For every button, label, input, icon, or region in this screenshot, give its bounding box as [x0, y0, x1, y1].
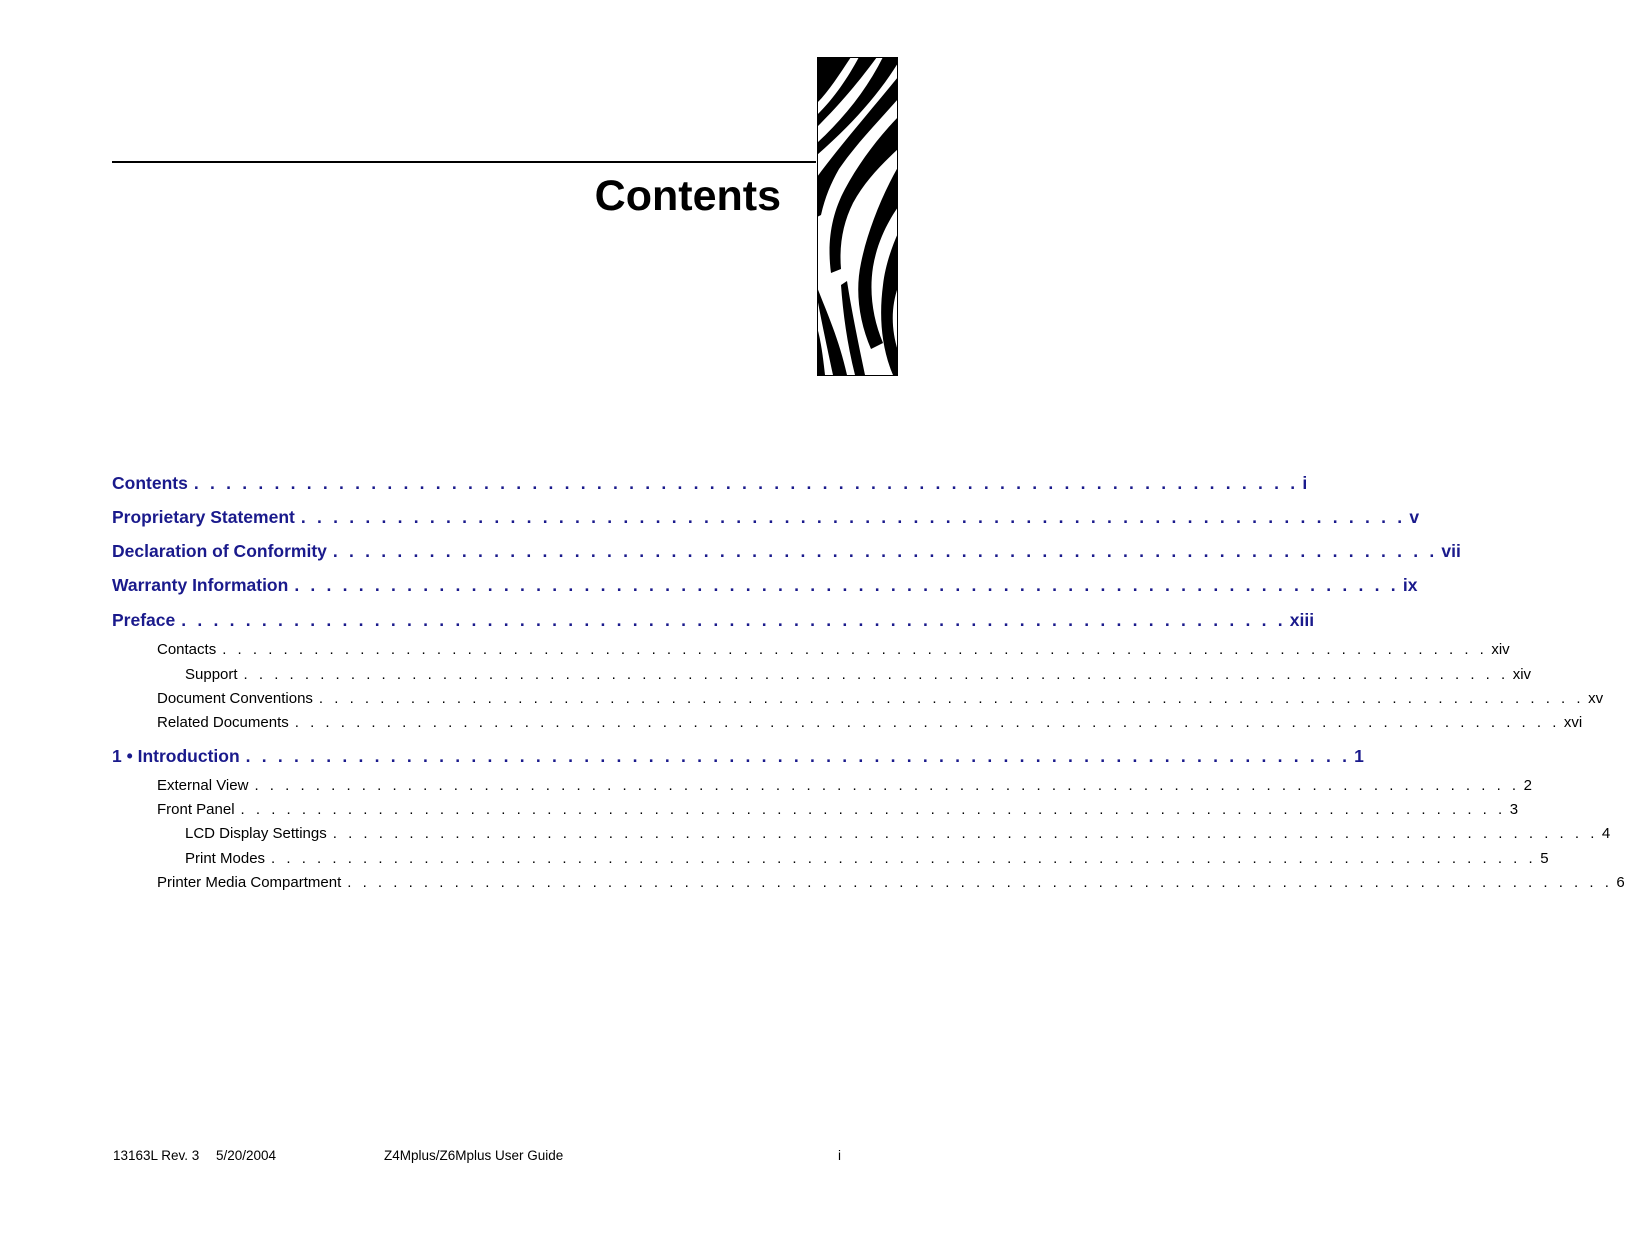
toc-leader-dots: . . . . . . . . . . . . . . . . . . . . . . . . . . . . . . . . . . . . . . . . . . . . . . . . . . . . . . . . . . . . . . . . . . . . . . . . . . . . . . . . . . .: [222, 641, 1488, 658]
toc-entry-label: Print Modes: [185, 850, 266, 867]
toc-entry-declaration-of-conformity[interactable]: [112, 538, 1461, 564]
toc-leader-dots: . . . . . . . . . . . . . . . . . . . . . . . . . . . . . . . . . . . . . . . . . . . . . . . . . . . . . . . . . . . . . . . . . . . . .: [294, 575, 1399, 595]
toc-entry-label: Front Panel: [157, 801, 235, 818]
footer-date: 5/20/2004: [216, 1148, 277, 1163]
toc-entry-page: 4: [1601, 825, 1611, 842]
toc-entry-page: 1: [1354, 746, 1364, 766]
toc-entry-introduction[interactable]: [112, 743, 1364, 769]
toc-entry-external-view[interactable]: [157, 776, 1532, 796]
toc-entry-print-modes[interactable]: [185, 849, 1549, 869]
toc-entry-page: v: [1409, 507, 1420, 527]
toc-entry-page: xiv: [1512, 666, 1532, 683]
toc-entry-proprietary-statement[interactable]: [112, 504, 1420, 530]
toc-entry-page: i: [1302, 473, 1308, 493]
toc-entry-label: Related Documents: [157, 714, 289, 731]
toc-leader-dots: . . . . . . . . . . . . . . . . . . . . . . . . . . . . . . . . . . . . . . . . . . . . . . . . . . . . . . . . . . . . . . . . . . . . .: [193, 473, 1299, 493]
toc-leader-dots: . . . . . . . . . . . . . . . . . . . . . . . . . . . . . . . . . . . . . . . . . . . . . . . . . . . . . . . . . . . . . . . . . . . . .: [300, 507, 1406, 527]
toc-entry-warranty-information[interactable]: [112, 572, 1418, 598]
toc-entry-page: xiii: [1289, 610, 1315, 630]
footer-page-number: i: [838, 1148, 841, 1163]
toc-leader-dots: . . . . . . . . . . . . . . . . . . . . . . . . . . . . . . . . . . . . . . . . . . . . . . . . . . . . . . . . . . . . . . . . . . . . .: [181, 610, 1286, 630]
zebra-stripe-icon: [817, 57, 898, 376]
toc-entry-page: 2: [1523, 777, 1532, 794]
toc-entry-printer-media-compartment[interactable]: [157, 873, 1625, 893]
toc-leader-dots: . . . . . . . . . . . . . . . . . . . . . . . . . . . . . . . . . . . . . . . . . . . . . . . . . . . . . . . . . . . . . . . . . . . . . . . . . . . . . . . . . . .: [318, 690, 1585, 707]
toc-entry-label: Proprietary Statement: [112, 507, 295, 527]
toc-entry-page: vii: [1441, 541, 1461, 561]
toc-entry-label: Printer Media Compartment: [157, 874, 342, 891]
toc-entry-page: 5: [1540, 850, 1549, 867]
toc-entry-lcd-display-settings[interactable]: [185, 824, 1611, 844]
toc-entry-label: 1 • Introduction: [112, 746, 240, 766]
toc-entry-support[interactable]: [185, 665, 1532, 685]
toc-entry-page: xiv: [1491, 641, 1510, 658]
toc-entry-page: 6: [1616, 874, 1625, 891]
footer-guide-title: Z4Mplus/Z6Mplus User Guide: [384, 1148, 564, 1163]
toc-entry-label: LCD Display Settings: [185, 825, 327, 842]
toc-entry-label: Document Conventions: [157, 690, 313, 707]
toc-leader-dots: . . . . . . . . . . . . . . . . . . . . . . . . . . . . . . . . . . . . . . . . . . . . . . . . . . . . . . . . . . . . . . . . . . . . .: [245, 746, 1351, 766]
toc-leader-dots: . . . . . . . . . . . . . . . . . . . . . . . . . . . . . . . . . . . . . . . . . . . . . . . . . . . . . . . . . . . . . . . . . . . . . . . . . . . . . . . . . . .: [271, 850, 1537, 867]
toc-entry-label: Warranty Information: [112, 575, 289, 595]
toc-entry-page: xvi: [1563, 714, 1583, 731]
toc-entry-contents[interactable]: [112, 470, 1308, 496]
toc-entry-page: xv: [1588, 690, 1604, 707]
toc-entry-label: Contents: [112, 473, 188, 493]
toc-leader-dots: . . . . . . . . . . . . . . . . . . . . . . . . . . . . . . . . . . . . . . . . . . . . . . . . . . . . . . . . . . . . . . . . . . . . . . . . . . . . . . . . . . .: [347, 874, 1613, 891]
toc-leader-dots: . . . . . . . . . . . . . . . . . . . . . . . . . . . . . . . . . . . . . . . . . . . . . . . . . . . . . . . . . . . . . . . . . . . . . . . . . . . . . . . . . . .: [240, 801, 1506, 818]
toc-entry-front-panel[interactable]: [157, 800, 1519, 820]
toc-entry-document-conventions[interactable]: [157, 689, 1604, 709]
toc-leader-dots: . . . . . . . . . . . . . . . . . . . . . . . . . . . . . . . . . . . . . . . . . . . . . . . . . . . . . . . . . . . . . . . . . . . . . . . . . . . . . . . . . . .: [294, 714, 1560, 731]
toc-entry-label: Preface: [112, 610, 176, 630]
toc-entry-label: Support: [185, 666, 238, 683]
page-title: Contents: [594, 172, 781, 220]
footer-doc-number: 13163L Rev. 3: [113, 1148, 200, 1163]
header-rule: [112, 161, 816, 163]
toc-entry-page: ix: [1402, 575, 1418, 595]
toc-entry-label: Declaration of Conformity: [112, 541, 327, 561]
toc-entry-preface[interactable]: [112, 607, 1315, 633]
toc-leader-dots: . . . . . . . . . . . . . . . . . . . . . . . . . . . . . . . . . . . . . . . . . . . . . . . . . . . . . . . . . . . . . . . . . . . . . . . . . . . . . . . . . . .: [243, 666, 1509, 683]
toc-entry-related-documents[interactable]: [157, 713, 1583, 733]
toc-entry-page: 3: [1509, 801, 1519, 818]
toc-leader-dots: . . . . . . . . . . . . . . . . . . . . . . . . . . . . . . . . . . . . . . . . . . . . . . . . . . . . . . . . . . . . . . . . . . . . .: [332, 541, 1438, 561]
toc-entry-contacts[interactable]: [157, 640, 1510, 660]
toc-entry-label: Contacts: [157, 641, 217, 658]
toc-leader-dots: . . . . . . . . . . . . . . . . . . . . . . . . . . . . . . . . . . . . . . . . . . . . . . . . . . . . . . . . . . . . . . . . . . . . . . . . . . . . . . . . . . .: [254, 777, 1520, 794]
toc-leader-dots: . . . . . . . . . . . . . . . . . . . . . . . . . . . . . . . . . . . . . . . . . . . . . . . . . . . . . . . . . . . . . . . . . . . . . . . . . . . . . . . . . . .: [332, 825, 1598, 842]
toc-entry-label: External View: [157, 777, 249, 794]
